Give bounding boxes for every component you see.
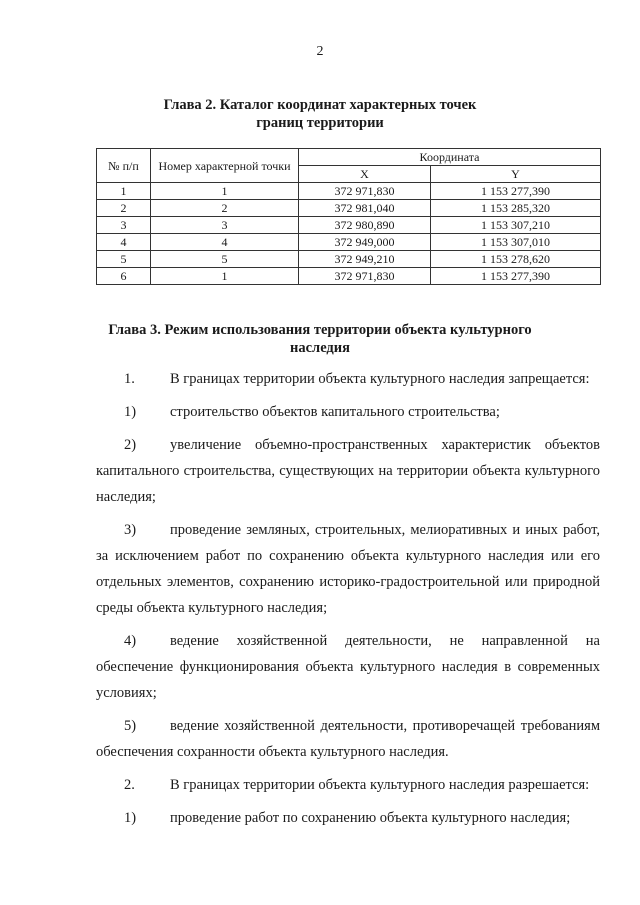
cell-point: 5 xyxy=(151,251,299,268)
cell-y: 1 153 307,210 xyxy=(431,217,601,234)
item-text: ведение хозяйственной деятельности, противоречащей требованиям обеспечения сохранности объекта культурного наследия. xyxy=(96,718,600,760)
cell-point: 1 xyxy=(151,268,299,285)
item-number: 1) xyxy=(124,404,137,420)
cell-y: 1 153 278,620 xyxy=(431,251,601,268)
item-text: строительство объектов капитального строительства; xyxy=(170,404,500,420)
item-text: В границах территории объекта культурного наследия разрешается: xyxy=(170,777,590,793)
table-row xyxy=(97,234,601,251)
header-coordinate: Координата xyxy=(299,149,601,166)
chapter-3-title xyxy=(60,321,580,357)
cell-num: 4 xyxy=(97,234,151,251)
coordinates-table xyxy=(96,148,601,285)
cell-num: 2 xyxy=(97,200,151,217)
item-text: увеличение объемно-пространственных характеристик объектов капитального строительства, существующих на территории объекта культурного наследия; xyxy=(96,437,600,505)
paragraph xyxy=(96,713,600,765)
cell-y: 1 153 285,320 xyxy=(431,200,601,217)
table-row xyxy=(97,251,601,268)
chapter-3-title-line-1: Глава 3. Режим использования территории объекта культурного xyxy=(108,322,532,338)
cell-num: 3 xyxy=(97,217,151,234)
cell-num: 6 xyxy=(97,268,151,285)
table-row xyxy=(97,217,601,234)
cell-x: 372 949,210 xyxy=(299,251,431,268)
paragraph xyxy=(96,366,600,392)
item-number: 1) xyxy=(124,810,137,826)
page-number: 2 xyxy=(316,44,324,59)
regime-text xyxy=(96,366,600,838)
item-text: проведение земляных, строительных, мелиоративных и иных работ, за исключением работ по сохранению объекта культурного наследия или его отдельных элементов, сохранению историко-градостроительной или природной среды объекта культурного наследия; xyxy=(96,522,600,616)
item-text: проведение работ по сохранению объекта культурного наследия; xyxy=(170,810,571,826)
paragraph xyxy=(96,517,600,621)
cell-num: 1 xyxy=(97,183,151,200)
cell-x: 372 949,000 xyxy=(299,234,431,251)
item-text: ведение хозяйственной деятельности, не направленной на обеспечение функционирования объекта культурного наследия в современных условиях; xyxy=(96,633,600,701)
paragraph xyxy=(96,805,600,831)
chapter-2-title xyxy=(60,96,580,132)
table-row xyxy=(97,268,601,285)
cell-x: 372 971,830 xyxy=(299,183,431,200)
paragraph xyxy=(96,399,600,425)
table-row xyxy=(97,200,601,217)
item-number: 1. xyxy=(124,371,135,387)
header-y: Y xyxy=(431,166,601,183)
cell-x: 372 971,830 xyxy=(299,268,431,285)
header-point: Номер характерной точки xyxy=(151,149,299,183)
paragraph xyxy=(96,628,600,706)
table-row xyxy=(97,183,601,200)
cell-y: 1 153 307,010 xyxy=(431,234,601,251)
cell-y: 1 153 277,390 xyxy=(431,183,601,200)
item-text: В границах территории объекта культурного наследия запрещается: xyxy=(170,371,590,387)
item-number: 5) xyxy=(124,718,137,734)
item-number: 3) xyxy=(124,522,137,538)
item-number: 2) xyxy=(124,437,137,453)
chapter-3-title-line-2: наследия xyxy=(290,340,350,356)
header-num: № п/п xyxy=(97,149,151,183)
cell-y: 1 153 277,390 xyxy=(431,268,601,285)
paragraph xyxy=(96,432,600,510)
paragraph xyxy=(96,772,600,798)
item-number: 4) xyxy=(124,633,137,649)
chapter-2-title-line-1: Глава 2. Каталог координат характерных точек xyxy=(163,97,477,113)
header-x: X xyxy=(299,166,431,183)
item-number: 2. xyxy=(124,777,135,793)
cell-point: 4 xyxy=(151,234,299,251)
cell-num: 5 xyxy=(97,251,151,268)
chapter-2-title-line-2: границ территории xyxy=(256,115,384,131)
cell-point: 1 xyxy=(151,183,299,200)
cell-x: 372 980,890 xyxy=(299,217,431,234)
cell-x: 372 981,040 xyxy=(299,200,431,217)
cell-point: 3 xyxy=(151,217,299,234)
cell-point: 2 xyxy=(151,200,299,217)
